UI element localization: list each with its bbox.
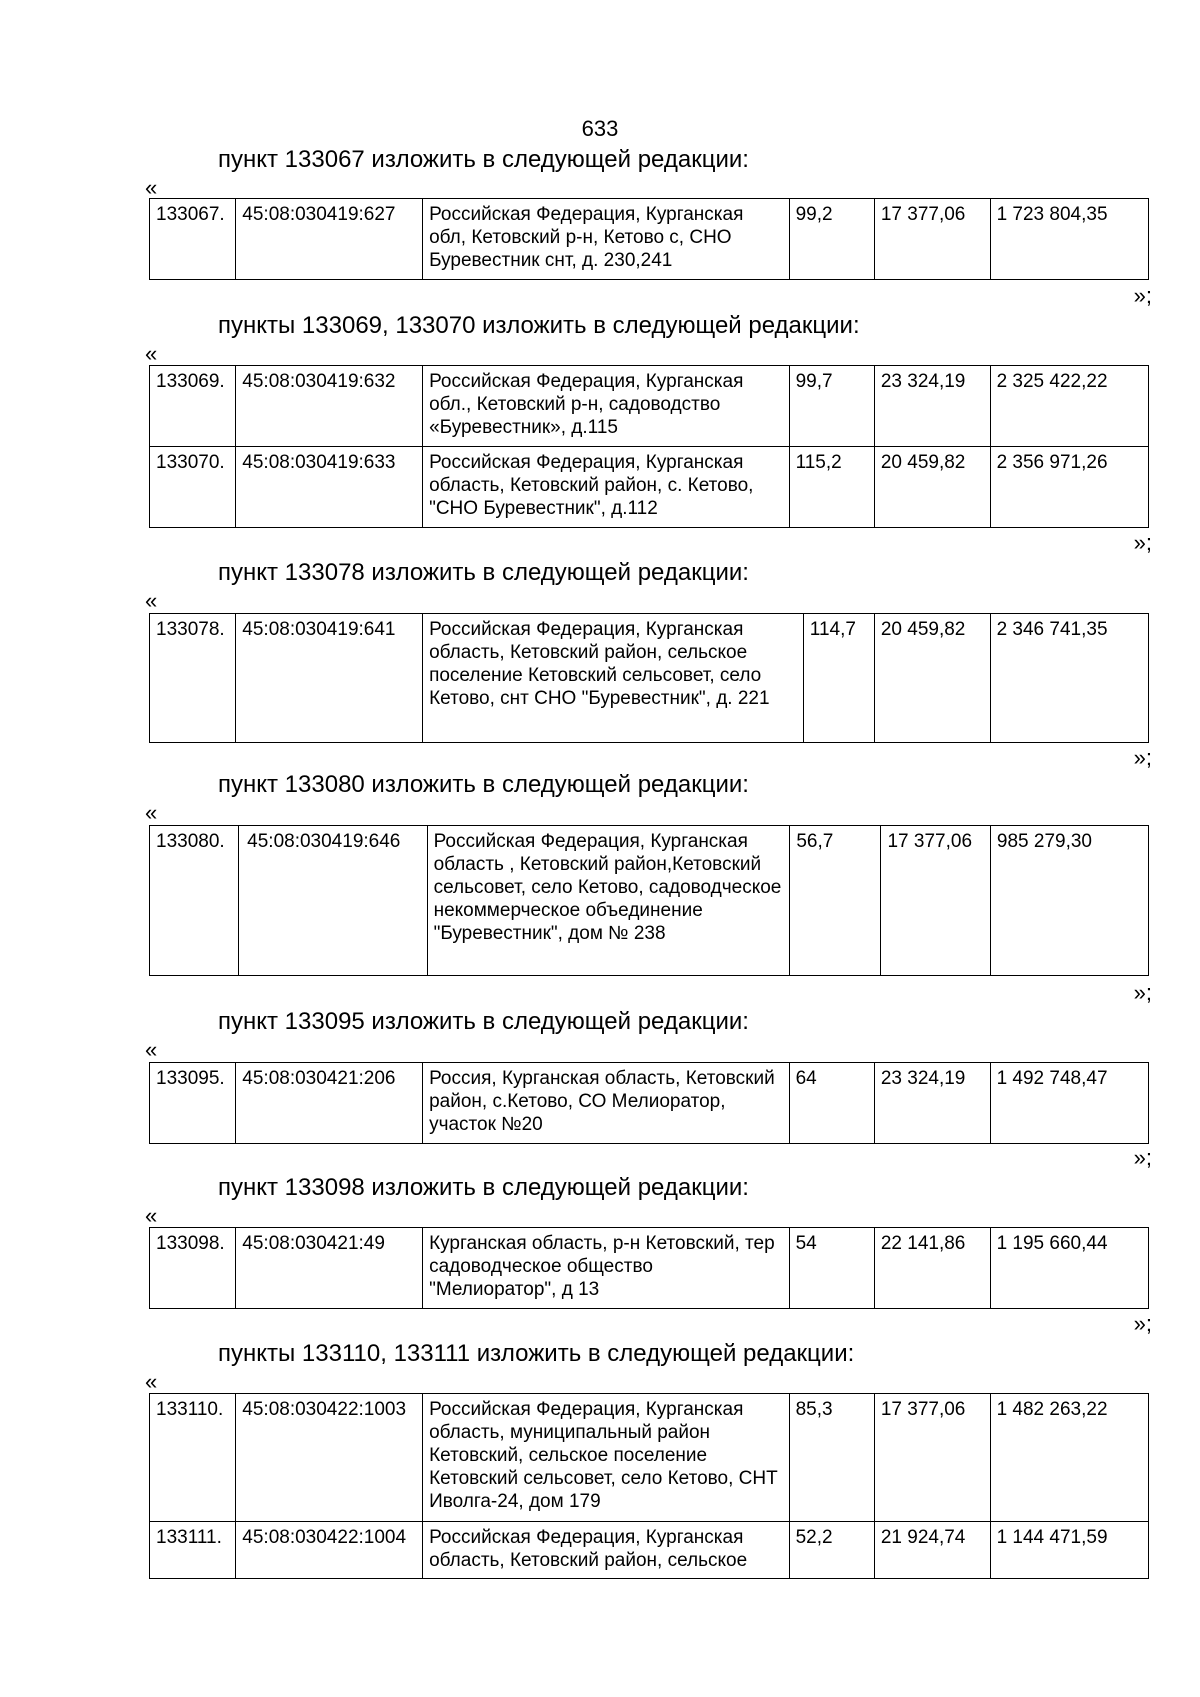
row-number: 133095. bbox=[150, 1063, 236, 1144]
section-heading: пункт 133078 изложить в следующей редакции: bbox=[218, 559, 749, 586]
address: Российская Федерация, Курганская область, Кетовский район, сельское bbox=[423, 1522, 790, 1579]
close-quote: »; bbox=[1133, 980, 1152, 1005]
specific-value: 20 459,82 bbox=[874, 447, 990, 528]
open-quote: « bbox=[145, 1037, 158, 1062]
table-row bbox=[150, 614, 1149, 743]
cadastral-value: 1 195 660,44 bbox=[990, 1228, 1148, 1309]
section-heading: пункт 133067 изложить в следующей редакции: bbox=[218, 146, 749, 173]
section-heading: пункты 133069, 133070 изложить в следующей редакции: bbox=[218, 312, 860, 339]
cadastral-value: 1 144 471,59 bbox=[990, 1522, 1148, 1579]
specific-value: 23 324,19 bbox=[874, 366, 990, 447]
section-heading: пункт 133098 изложить в следующей редакции: bbox=[218, 1174, 749, 1201]
address: Российская Федерация, Курганская область, Кетовский район, с. Кетово, "СНО Буревестник", д.112 bbox=[423, 447, 790, 528]
specific-value: 17 377,06 bbox=[874, 1394, 990, 1522]
area: 115,2 bbox=[789, 447, 874, 528]
close-quote: »; bbox=[1133, 1145, 1152, 1170]
specific-value: 21 924,74 bbox=[874, 1522, 990, 1579]
amendment-table bbox=[149, 365, 1149, 528]
row-number: 133078. bbox=[150, 614, 236, 743]
close-quote: »; bbox=[1133, 530, 1152, 555]
row-number: 133110. bbox=[150, 1394, 236, 1522]
cadastral-value: 2 356 971,26 bbox=[990, 447, 1148, 528]
table-row bbox=[150, 447, 1149, 528]
cadastral-number: 45:08:030421:206 bbox=[236, 1063, 423, 1144]
amendment-table bbox=[149, 198, 1149, 280]
area: 64 bbox=[789, 1063, 874, 1144]
table-row bbox=[150, 1228, 1149, 1309]
amendment-table bbox=[149, 613, 1149, 743]
amendment-table bbox=[149, 1393, 1149, 1579]
address: Российская Федерация, Курганская область , Кетовский район,Кетовский сельсовет, село Кетово, садоводческое некоммерческое объединение "Буревестник", дом № 238 bbox=[427, 826, 790, 976]
address: Российская Федерация, Курганская область, Кетовский район, сельское поселение Кетовский сельсовет, село Кетово, снт СНО "Буревестник", д. 221 bbox=[423, 614, 804, 743]
row-number: 133069. bbox=[150, 366, 236, 447]
area: 114,7 bbox=[803, 614, 874, 743]
open-quote: « bbox=[145, 800, 158, 825]
cadastral-number: 45:08:030419:646 bbox=[239, 826, 427, 976]
address: Курганская область, р-н Кетовский, тер садоводческое общество "Мелиоратор", д 13 bbox=[423, 1228, 790, 1309]
cadastral-number: 45:08:030419:627 bbox=[236, 199, 423, 280]
cadastral-number: 45:08:030422:1003 bbox=[236, 1394, 423, 1522]
row-number: 133080. bbox=[150, 826, 239, 976]
open-quote: « bbox=[145, 588, 158, 613]
table-row bbox=[150, 1063, 1149, 1144]
amendment-table bbox=[149, 1062, 1149, 1144]
specific-value: 23 324,19 bbox=[874, 1063, 990, 1144]
page-number: 633 bbox=[581, 116, 619, 141]
cadastral-value: 985 279,30 bbox=[990, 826, 1148, 976]
section-heading: пункт 133080 изложить в следующей редакции: bbox=[218, 771, 749, 798]
close-quote: »; bbox=[1133, 745, 1152, 770]
area: 52,2 bbox=[789, 1522, 874, 1579]
cadastral-number: 45:08:030419:632 bbox=[236, 366, 423, 447]
open-quote: « bbox=[145, 341, 158, 366]
specific-value: 17 377,06 bbox=[881, 826, 990, 976]
table-row bbox=[150, 199, 1149, 280]
address: Россия, Курганская область, Кетовский район, с.Кетово, СО Мелиоратор, участок №20 bbox=[423, 1063, 790, 1144]
area: 54 bbox=[789, 1228, 874, 1309]
cadastral-value: 2 346 741,35 bbox=[990, 614, 1148, 743]
address: Российская Федерация, Курганская область, муниципальный район Кетовский, сельское поселение Кетовский сельсовет, село Кетово, СНТ Иволга-24, дом 179 bbox=[423, 1394, 790, 1522]
specific-value: 17 377,06 bbox=[874, 199, 990, 280]
cadastral-value: 2 325 422,22 bbox=[990, 366, 1148, 447]
open-quote: « bbox=[145, 175, 158, 200]
cadastral-number: 45:08:030421:49 bbox=[236, 1228, 423, 1309]
area: 99,7 bbox=[789, 366, 874, 447]
section-heading: пункт 133095 изложить в следующей редакции: bbox=[218, 1008, 749, 1035]
open-quote: « bbox=[145, 1369, 158, 1394]
cadastral-value: 1 492 748,47 bbox=[990, 1063, 1148, 1144]
cadastral-number: 45:08:030419:633 bbox=[236, 447, 423, 528]
cadastral-value: 1 482 263,22 bbox=[990, 1394, 1148, 1522]
area: 99,2 bbox=[789, 199, 874, 280]
table-row bbox=[150, 366, 1149, 447]
cadastral-value: 1 723 804,35 bbox=[990, 199, 1148, 280]
row-number: 133111. bbox=[150, 1522, 236, 1579]
table-row bbox=[150, 826, 1149, 976]
row-number: 133067. bbox=[150, 199, 236, 280]
row-number: 133070. bbox=[150, 447, 236, 528]
address: Российская Федерация, Курганская обл., Кетовский р-н, садоводство «Буревестник», д.115 bbox=[423, 366, 790, 447]
cadastral-number: 45:08:030422:1004 bbox=[236, 1522, 423, 1579]
area: 56,7 bbox=[790, 826, 881, 976]
cadastral-number: 45:08:030419:641 bbox=[236, 614, 423, 743]
specific-value: 22 141,86 bbox=[874, 1228, 990, 1309]
table-row bbox=[150, 1522, 1149, 1579]
close-quote: »; bbox=[1133, 283, 1152, 308]
area: 85,3 bbox=[789, 1394, 874, 1522]
amendment-table bbox=[149, 825, 1149, 976]
open-quote: « bbox=[145, 1203, 158, 1228]
specific-value: 20 459,82 bbox=[874, 614, 990, 743]
close-quote: »; bbox=[1133, 1311, 1152, 1336]
row-number: 133098. bbox=[150, 1228, 236, 1309]
address: Российская Федерация, Курганская обл, Кетовский р-н, Кетово с, СНО Буревестник снт, д. 230,241 bbox=[423, 199, 790, 280]
section-heading: пункты 133110, 133111 изложить в следующей редакции: bbox=[218, 1340, 855, 1367]
amendment-table bbox=[149, 1227, 1149, 1309]
table-row bbox=[150, 1394, 1149, 1522]
